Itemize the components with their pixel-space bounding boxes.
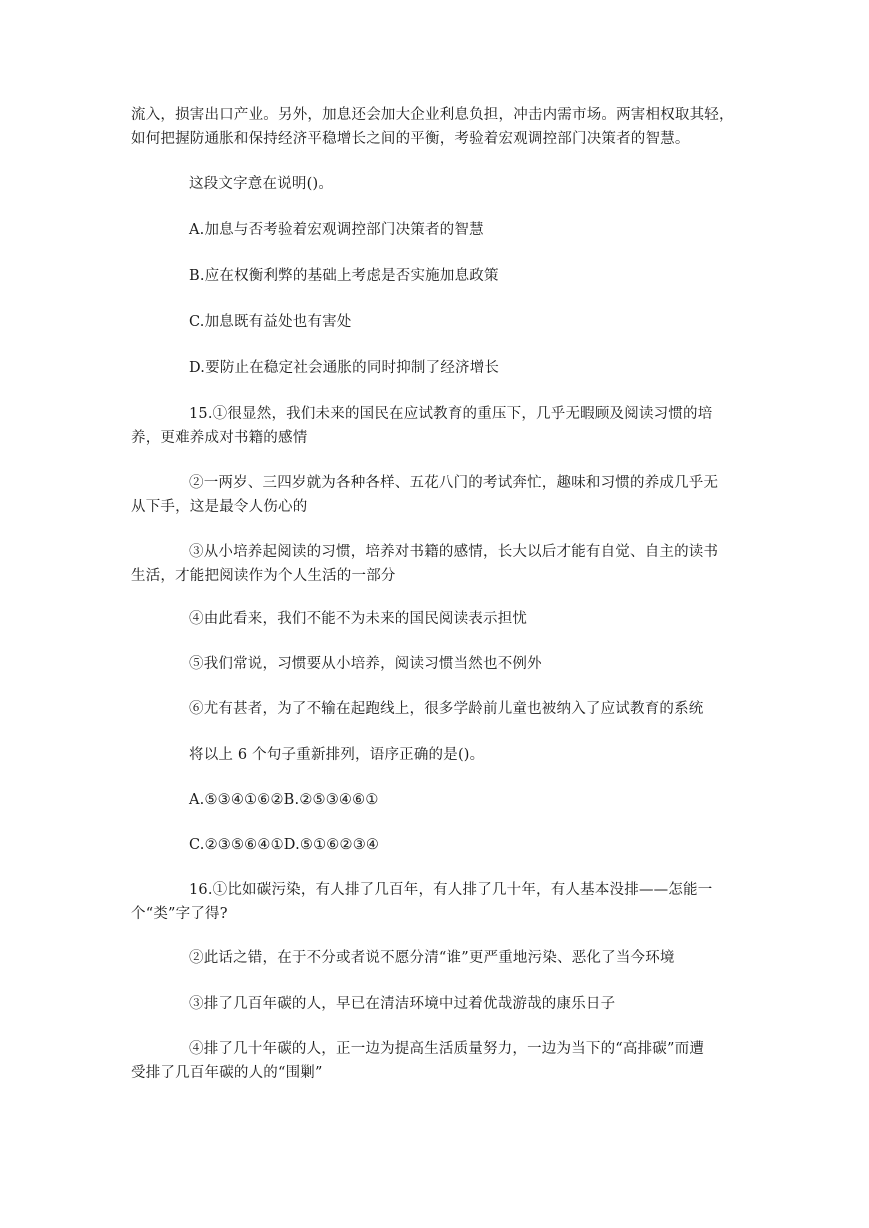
text-line: 生活，才能把阅读作为个人生活的一部分 xyxy=(131,568,396,584)
question-16-sentence-1 xyxy=(131,878,743,926)
text-line: C.②③⑤⑥④①D.⑤①⑥②③④ xyxy=(189,837,380,853)
text-line: D.要防止在稳定社会通胀的同时抑制了经济增长 xyxy=(189,360,500,376)
text-line: C.加息既有益处也有害处 xyxy=(189,314,352,330)
question-14-stem xyxy=(131,172,743,196)
text-line: ④排了几十年碳的人，正一边为提高生活质量努力，一边为当下的“高排碳”而遭 xyxy=(189,1041,705,1057)
text-line: ④由此看来，我们不能不为未来的国民阅读表示担忧 xyxy=(189,611,528,627)
question-16-sentence-3 xyxy=(131,992,743,1016)
question-15-sentence-1 xyxy=(131,402,743,450)
options-15-cd xyxy=(131,833,743,857)
options-15-ab xyxy=(131,788,743,812)
paragraph-intro xyxy=(131,103,743,151)
text-line: 个“类”字了得? xyxy=(131,906,228,922)
text-line: ②一两岁、三四岁就为各种各样、五花八门的考试奔忙，趣味和习惯的养成几乎无 xyxy=(189,475,719,491)
question-15-sentence-5 xyxy=(131,652,743,676)
question-15-sentence-6 xyxy=(131,697,743,721)
option-14-c xyxy=(131,310,743,334)
text-line: A.加息与否考验着宏观调控部门决策者的智慧 xyxy=(189,222,484,238)
text-line: 16.①比如碳污染，有人排了几百年，有人排了几十年，有人基本没排——怎能一 xyxy=(189,882,713,898)
question-15-sentence-3 xyxy=(131,540,743,588)
text-line: A.⑤③④①⑥②B.②⑤③④⑥① xyxy=(189,792,379,808)
option-14-d xyxy=(131,356,743,380)
text-line: 将以上 6 个句子重新排列，语序正确的是()。 xyxy=(189,747,485,763)
option-14-a xyxy=(131,218,743,242)
question-15-stem xyxy=(131,743,743,767)
text-line: ②此话之错，在于不分或者说不愿分清“谁”更严重地污染、恶化了当今环境 xyxy=(189,950,675,966)
text-line: 如何把握防通胀和保持经济平稳增长之间的平衡，考验着宏观调控部门决策者的智慧。 xyxy=(131,131,690,147)
text-line: ⑥尤有甚者，为了不输在起跑线上，很多学龄前儿童也被纳入了应试教育的系统 xyxy=(189,701,704,717)
question-15-sentence-4 xyxy=(131,607,743,631)
text-line: 养，更难养成对书籍的感情 xyxy=(131,430,308,446)
text-line: 从下手，这是最令人伤心的 xyxy=(131,499,308,515)
question-15-sentence-2 xyxy=(131,471,743,519)
question-16-sentence-4 xyxy=(131,1037,743,1085)
question-16-sentence-2 xyxy=(131,946,743,970)
text-line: ③排了几百年碳的人，早已在清洁环境中过着优哉游哉的康乐日子 xyxy=(189,996,616,1012)
text-line: 受排了几百年碳的人的“围剿” xyxy=(131,1065,323,1081)
text-line: 这段文字意在说明()。 xyxy=(189,176,334,192)
text-line: 15.①很显然，我们未来的国民在应试教育的重压下，几乎无暇顾及阅读习惯的培 xyxy=(189,406,713,422)
text-line: ③从小培养起阅读的习惯，培养对书籍的感情，长大以后才能有自觉、自主的读书 xyxy=(189,544,719,560)
text-line: 流入，损害出口产业。另外，加息还会加大企业利息负担，冲击内需市场。两害相权取其轻， xyxy=(131,107,734,123)
text-line: B.应在权衡利弊的基础上考虑是否实施加息政策 xyxy=(189,268,499,284)
text-line: ⑤我们常说，习惯要从小培养，阅读习惯当然也不例外 xyxy=(189,656,542,672)
option-14-b xyxy=(131,264,743,288)
